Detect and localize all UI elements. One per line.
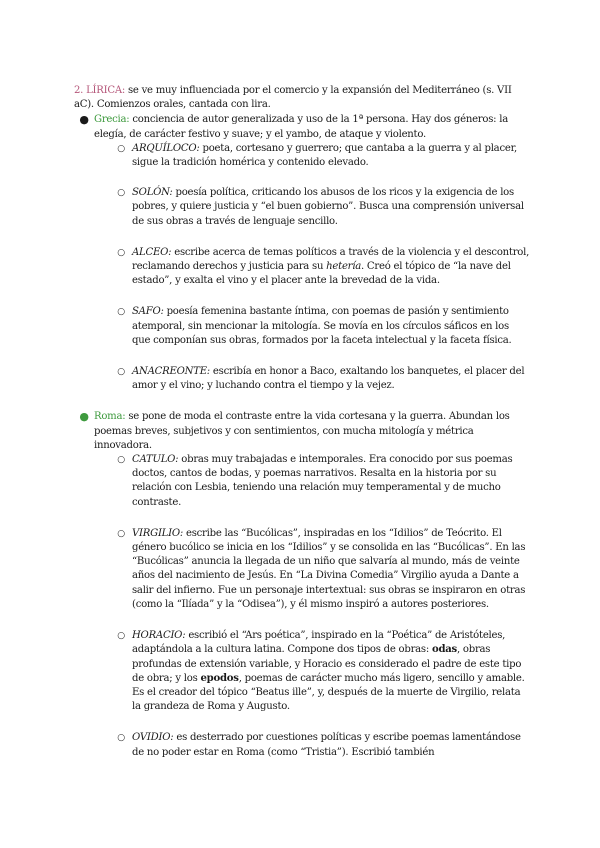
author-text: obras muy trabajadas e intemporales. Era conocido por sus poemas doctos, cantos de bodas, y poemas narrativos. Resalta en la historia por su relación con Lesbia, teniendo una relación muy temperamental y de mucho contraste.	[132, 454, 513, 508]
author-ovidio	[117, 731, 530, 759]
bullet-circle-icon: ○	[117, 188, 125, 199]
bullet-grecia	[79, 113, 530, 141]
roma-label: Roma:	[94, 411, 126, 423]
author-horacio	[117, 629, 530, 714]
author-strong: epodos	[200, 672, 239, 684]
section-heading-lirica: 2. LÍRICA:	[74, 85, 126, 96]
author-name: ALCEO:	[132, 246, 172, 258]
author-text: , obras profundas de extensión variable, y Horacio es considerado el padre de este tipo de obra; y los	[132, 644, 522, 684]
bullet-circle-icon: ○	[117, 367, 125, 378]
bullet-circle-icon: ○	[117, 143, 125, 154]
author-name: HORACIO:	[132, 630, 186, 642]
bullet-circle-icon: ○	[117, 455, 125, 466]
roma-text: se pone de moda el contraste entre la vida cortesana y la guerra. Abundan los poemas breves, subjetivos y con sentimientos, con mucha mitología y métrica innovadora.	[94, 411, 510, 451]
author-name: VIRGILIO:	[132, 527, 184, 539]
author-name: ANACREONTE:	[132, 366, 210, 378]
bullet-dot-icon: ●	[79, 410, 89, 424]
author-text: escribió el “Ars poética”, inspirado en la “Poética” de Aristóteles, adaptándola a la cultura latina. Compone dos tipos de obras:	[132, 630, 506, 656]
author-emphasis: hetería	[326, 261, 361, 273]
bullet-circle-icon: ○	[117, 631, 125, 642]
author-solon	[117, 186, 530, 229]
grecia-text: conciencia de autor generalizada y uso de la 1ª persona. Hay dos géneros: la elegía, de carácter festivo y suave; y el yambo, de ataque y violento.	[94, 114, 508, 140]
author-name: ARQUÍLOCO:	[132, 142, 200, 154]
author-anacreonte	[117, 365, 530, 393]
author-text: escribe acerca de temas políticos a través de la violencia y el descontrol, reclamando derechos y justicia para su	[132, 246, 530, 273]
author-text: . Creó el tópico de “la nave del estado”, y exalta el vino y el placer ante la brevedad de la vida.	[132, 261, 511, 287]
bullet-circle-icon: ○	[117, 307, 125, 318]
author-text: es desterrado por cuestiones políticas y escribe poemas lamentándose de no poder estar en Roma (como “Tristia”). Escribió también	[132, 732, 521, 758]
author-arquiloco	[117, 142, 530, 170]
author-safo	[117, 305, 530, 348]
author-virgilio	[117, 527, 530, 612]
grecia-label: Grecia:	[94, 114, 130, 126]
author-name: SAFO:	[132, 306, 164, 318]
bullet-circle-icon: ○	[117, 247, 125, 258]
author-name: CATULO:	[132, 454, 179, 466]
bullet-dot-icon: ●	[79, 113, 89, 127]
bullet-roma	[79, 410, 530, 453]
author-text: poesía femenina bastante íntima, con poemas de pasión y sentimiento atemporal, sin mencionar la mitología. Se movía en los círculos sáficos en los que componían sus obras, formados por la faceta intelectual y la faceta física.	[132, 306, 512, 346]
bullet-circle-icon: ○	[117, 733, 125, 744]
author-text: , poemas de carácter mucho más ligero, sencillo y amable. Es el creador del tópico “Beatus ille”, y, después de la muerte de Virgilio, relata la grandeza de Roma y Augusto.	[132, 672, 525, 713]
document-body	[74, 84, 530, 760]
lirica-intro-text: se ve muy influenciada por el comercio y la expansión del Mediterráneo (s. VII aC). Comienzos orales, cantada con lira.	[74, 85, 512, 111]
author-name: OVIDIO:	[132, 732, 174, 744]
author-name: SOLÓN:	[132, 187, 173, 199]
author-text: escribe las “Bucólicas”, inspiradas en los “Idilios” de Teócrito. El género bucólico se inicia en los “Idilios” y se consolida en las “Bucólicas”. En las “Bucólicas” anuncia la llegada de un niño que salvaría al mundo, más de veinte años del nacimiento de Jesús. En “La Divina Comedia” Virgilio ayuda a Dante a salir del infierno. Fue un personaje intertextual: sus obras se inspiraron en otras (como la “Ilíada” y la “Odisea”), y él mismo inspiró a autores posteriores.	[132, 527, 526, 610]
author-text: poeta, cortesano y guerrero; que cantaba a la guerra y al placer, sigue la tradición homérica y contenido elevado.	[132, 142, 518, 169]
author-text: escribía en honor a Baco, exaltando los banquetes, el placer del amor y el vino; y luchando contra el tiempo y la vejez.	[132, 366, 525, 392]
bullet-circle-icon: ○	[117, 528, 125, 539]
author-catulo	[117, 453, 530, 510]
lirica-intro	[74, 84, 530, 112]
author-text: poesía política, criticando los abusos de los ricos y la exigencia de los pobres, y quiere justicia y “el buen gobierno”. Busca una comprensión universal de sus obras a través de lenguaje sencillo.	[132, 187, 524, 227]
author-alceo	[117, 246, 530, 289]
author-strong: odas	[431, 644, 457, 656]
